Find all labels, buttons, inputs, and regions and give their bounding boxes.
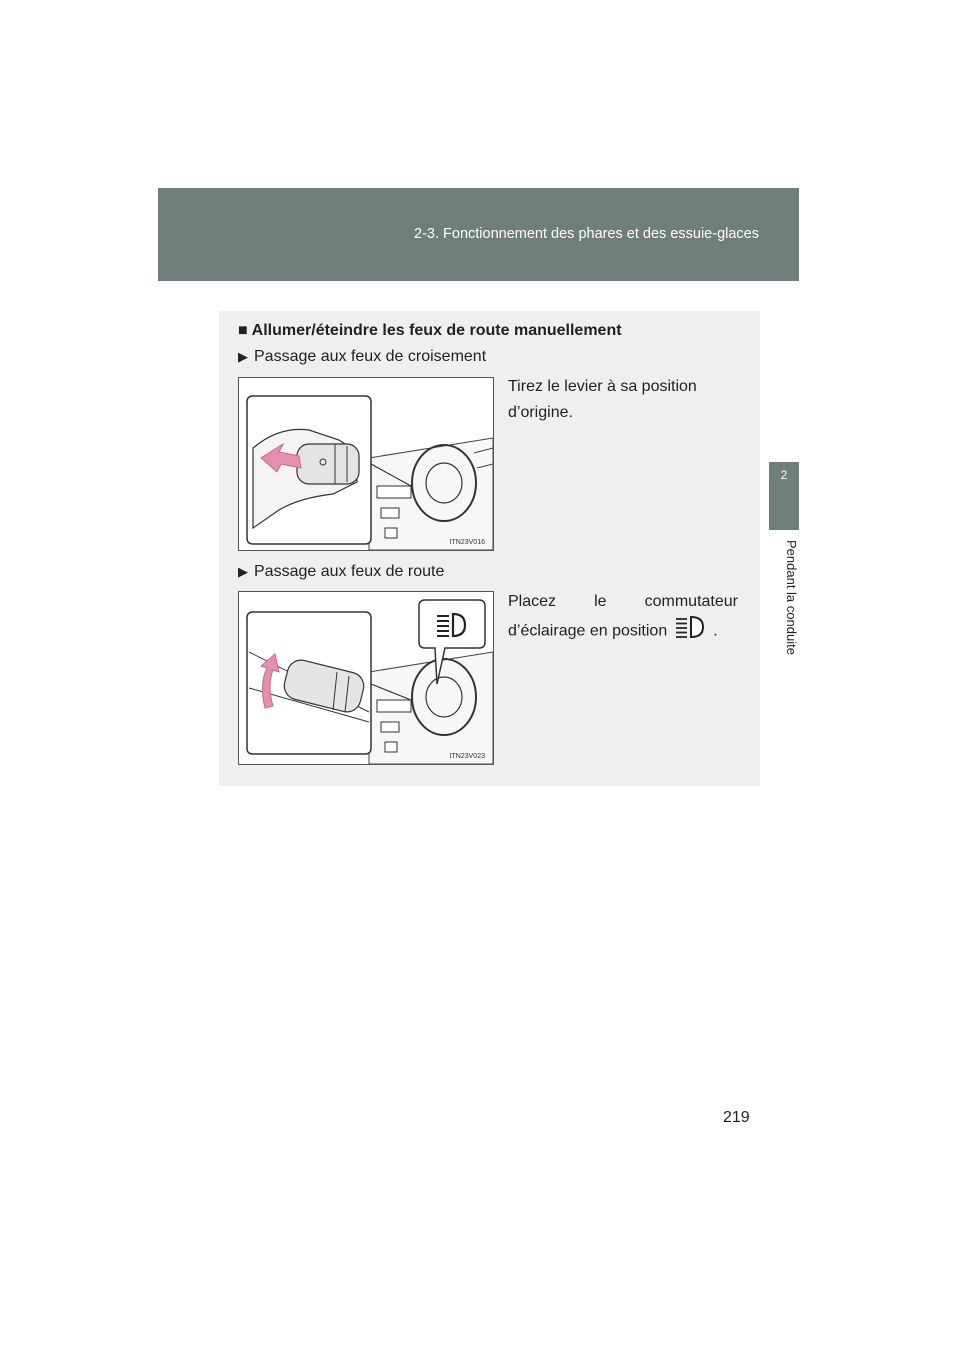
description-text: . xyxy=(713,622,718,640)
page-number: 219 xyxy=(723,1109,750,1126)
item-label: Passage aux feux de croisement xyxy=(254,348,487,365)
item-low-beam-heading xyxy=(238,348,486,366)
description-line xyxy=(508,615,738,648)
description-line: d’origine. xyxy=(508,404,573,421)
triangle-bullet-icon: ▶ xyxy=(238,564,248,579)
lever-push-illustration xyxy=(239,592,493,764)
section-heading xyxy=(238,322,622,340)
chapter-tab xyxy=(769,462,799,530)
item-high-beam-heading xyxy=(238,563,444,581)
item-low-beam-description xyxy=(508,374,738,426)
item-high-beam-description xyxy=(508,589,738,648)
description-line: Tirez le levier à sa position xyxy=(508,378,697,395)
description-text: d’éclairage en position xyxy=(508,622,668,640)
square-bullet-icon: ■ xyxy=(238,322,248,339)
word: le xyxy=(594,593,607,610)
section-header-bar xyxy=(158,188,799,281)
figure-low-beam xyxy=(238,377,494,551)
section-heading-text: Allumer/éteindre les feux de route manuellement xyxy=(251,322,622,339)
figure-high-beam xyxy=(238,591,494,765)
chapter-number: 2 xyxy=(780,468,788,482)
word: commutateur xyxy=(644,593,738,610)
lever-pull-illustration xyxy=(239,378,493,550)
triangle-bullet-icon: ▶ xyxy=(238,349,248,364)
header-title: 2-3. Fonctionnement des phares et des essuie-glaces xyxy=(414,226,759,242)
figure-code: ITN23V016 xyxy=(449,539,485,546)
figure-code: ITN23V023 xyxy=(449,753,485,760)
chapter-label: Pendant la conduite xyxy=(784,540,799,655)
high-beam-icon xyxy=(673,615,707,648)
word: Placez xyxy=(508,593,557,610)
description-line xyxy=(508,589,738,615)
item-label: Passage aux feux de route xyxy=(254,563,445,580)
